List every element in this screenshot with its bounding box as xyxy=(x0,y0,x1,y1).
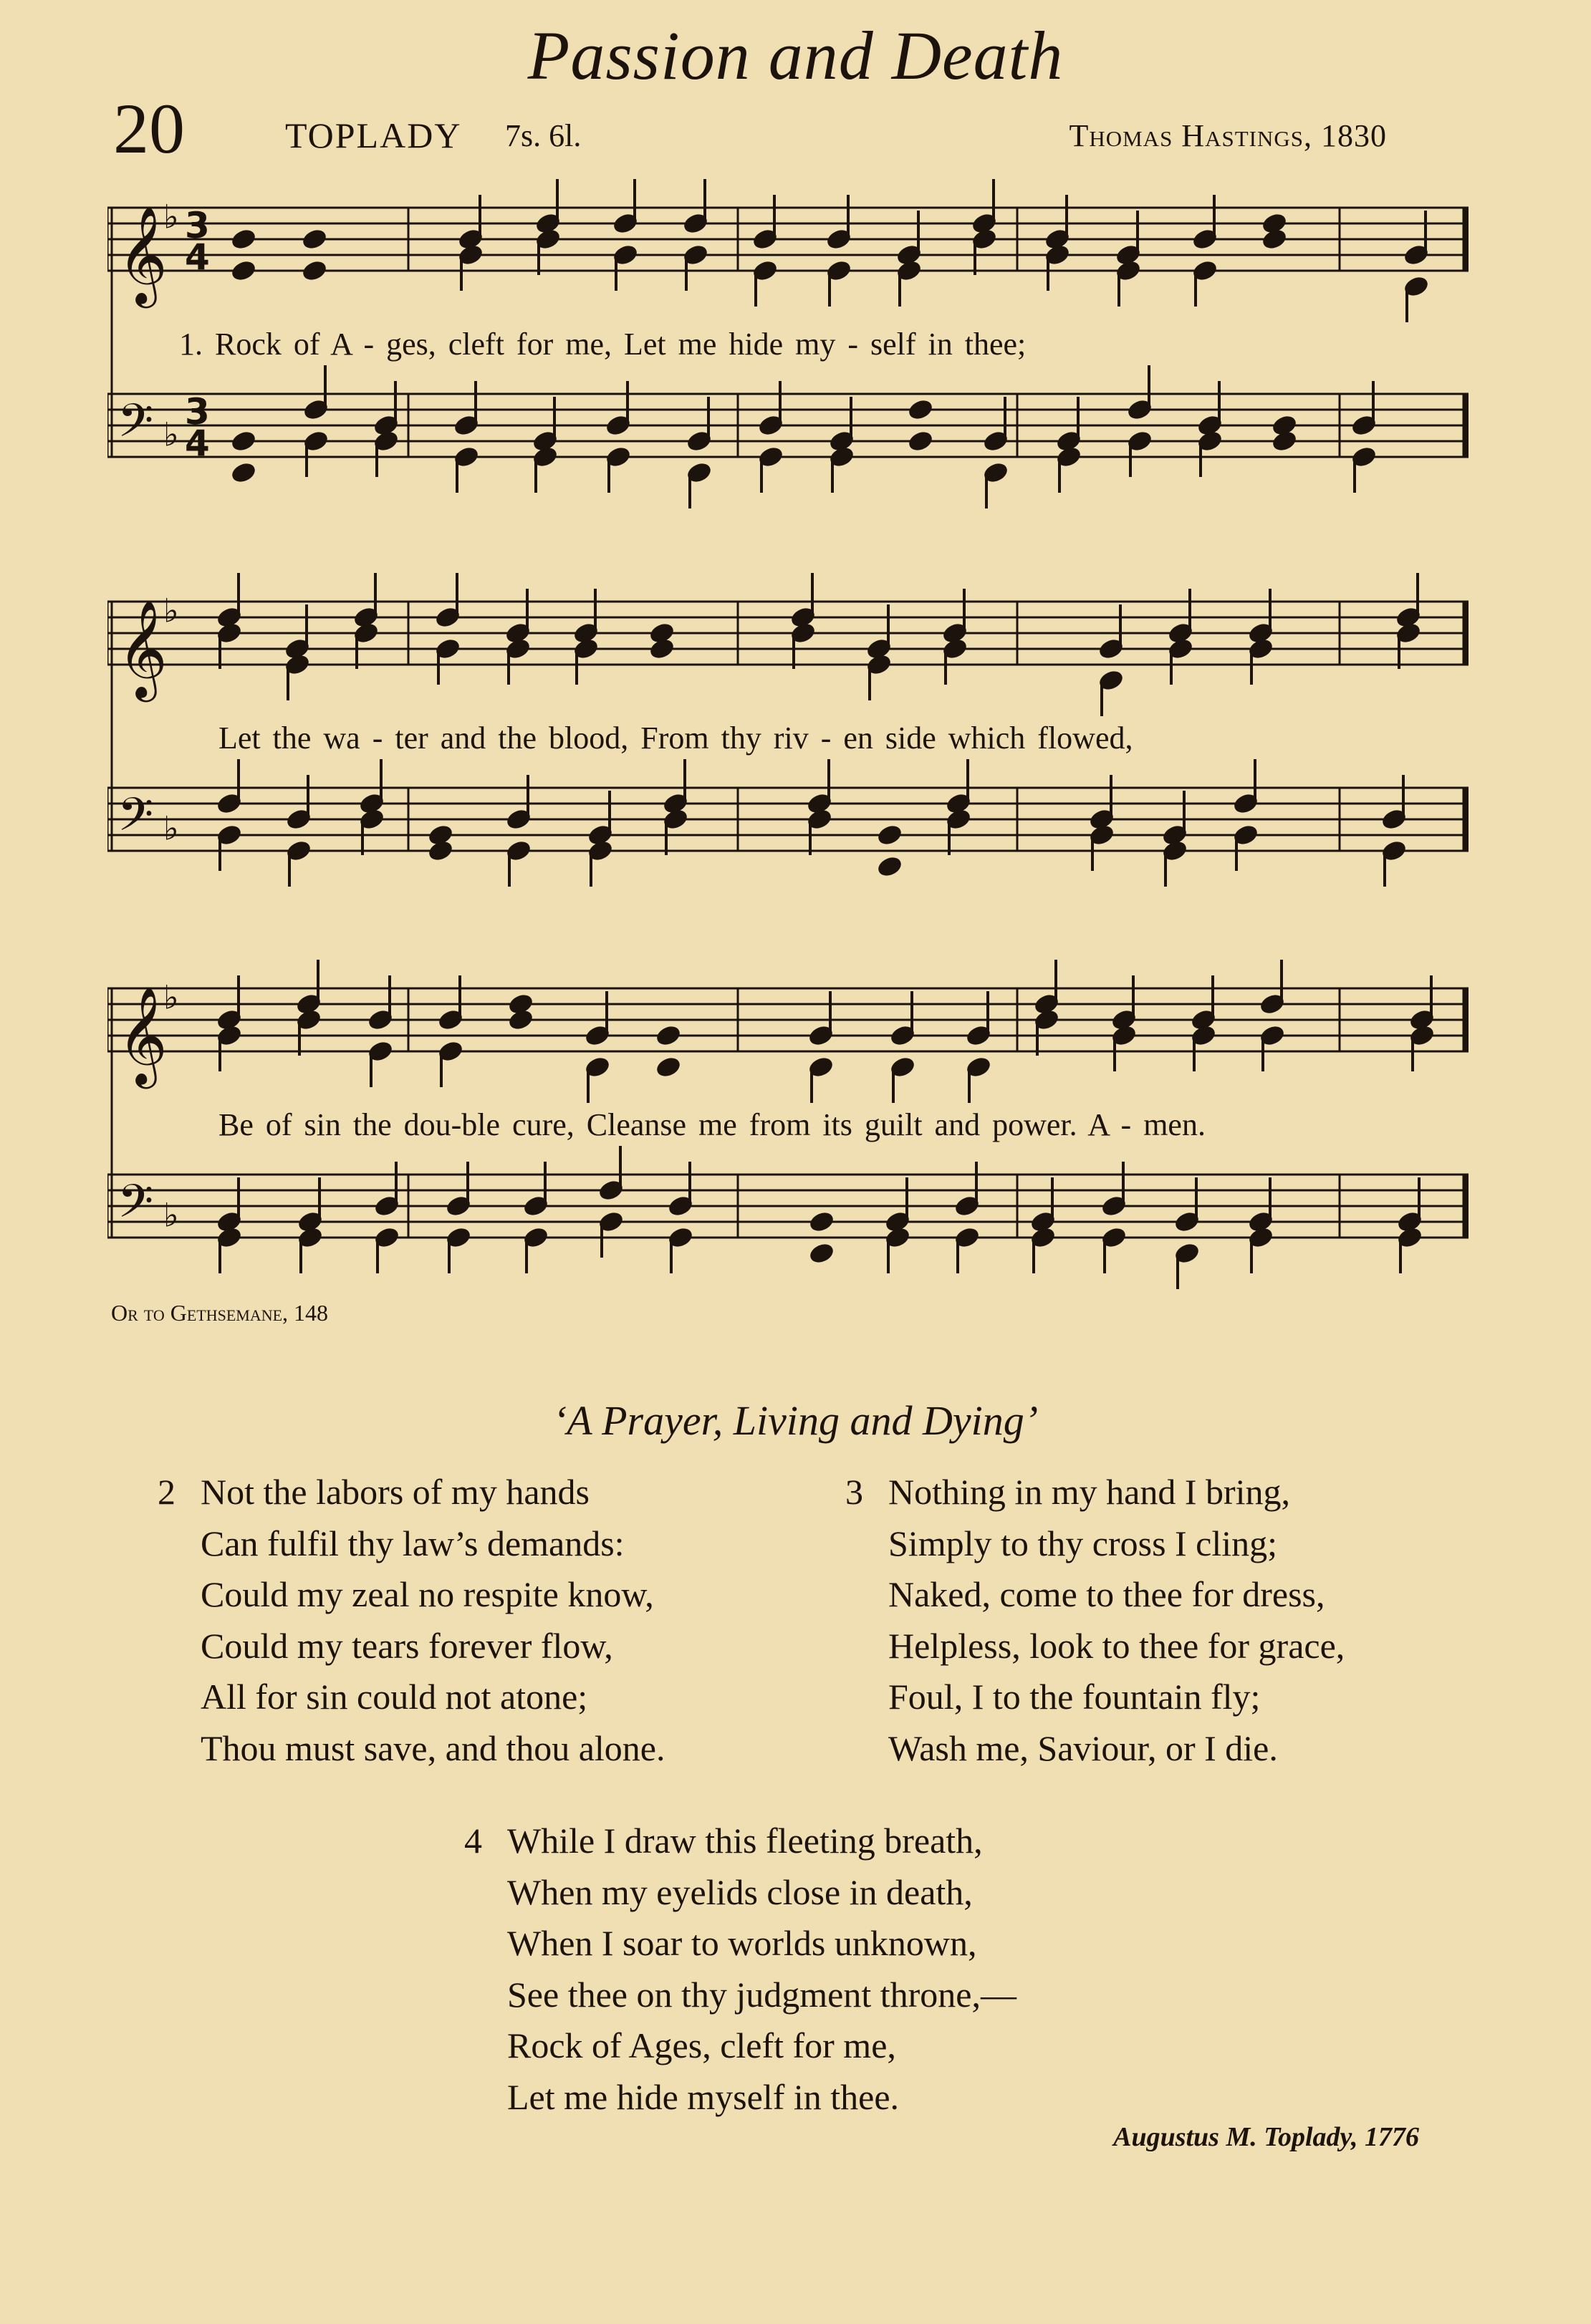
note-head xyxy=(231,228,256,251)
stanza-line: Wash me, Saviour, or I die. xyxy=(888,1727,1278,1768)
time-signature-bottom: 4 xyxy=(185,423,210,464)
stanza-line: Nothing in my hand I bring, xyxy=(888,1472,1291,1512)
treble-clef-icon: 𝄞 xyxy=(117,205,168,304)
stanza-line: See thee on thy judgment throne,— xyxy=(507,1974,1016,2015)
stanza-3 xyxy=(845,1467,1345,1774)
stanza-line: Helpless, look to thee for grace, xyxy=(888,1625,1345,1666)
time-signature-bottom: 4 xyxy=(185,236,210,278)
stanza-line: All for sin could not atone; xyxy=(201,1677,588,1717)
stanza-line: Could my tears forever flow, xyxy=(201,1625,613,1666)
stanza-2 xyxy=(158,1467,665,1774)
flat-icon: ♭ xyxy=(163,809,179,848)
time-signature-top: 3 xyxy=(185,391,210,433)
bass-clef-icon: 𝄢 xyxy=(117,395,154,459)
stanza-number: 4 xyxy=(464,1821,482,1861)
bass-clef-icon: 𝄢 xyxy=(117,1175,154,1240)
note-head xyxy=(508,1009,534,1031)
note-head xyxy=(1272,430,1297,453)
stanza-line: When I soar to worlds unknown, xyxy=(507,1923,977,1963)
stanza-number: 2 xyxy=(158,1472,176,1512)
stanza-number: 3 xyxy=(845,1472,863,1512)
alternate-tune-note: Or to Gethsemane, 148 xyxy=(111,1300,329,1326)
stanza-line: Naked, come to thee for dress, xyxy=(888,1574,1325,1614)
flat-icon: ♭ xyxy=(163,1195,179,1235)
stanza-line: When my eyelids close in death, xyxy=(507,1871,973,1912)
note-head xyxy=(655,1025,681,1047)
note-head xyxy=(302,260,327,282)
stanza-line: Not the labors of my hands xyxy=(201,1472,590,1512)
stanza-4 xyxy=(464,1816,1016,2123)
time-signature-top: 3 xyxy=(185,205,210,246)
stanza-line: Can fulfil thy law’s demands: xyxy=(201,1523,625,1563)
stanza-line: Thou must save, and thou alone. xyxy=(201,1727,665,1768)
tune-name: TOPLADY xyxy=(285,115,462,155)
hymn-author: Augustus M. Toplady, 1776 xyxy=(1113,2122,1419,2152)
meter: 7s. 6l. xyxy=(505,118,582,153)
page-title: Passion and Death xyxy=(527,17,1064,94)
lyric-line-1: 1. Rock of A - ges, cleft for me, Let me hide my - self in thee; xyxy=(179,327,1027,362)
stanza-line: Could my zeal no respite know, xyxy=(201,1574,654,1614)
poem-title: ‘A Prayer, Living and Dying’ xyxy=(552,1397,1039,1444)
lyric-line-2: Let the wa - ter and the blood, From thy riv - en side which flowed, xyxy=(218,720,1133,756)
treble-clef-icon: 𝄞 xyxy=(117,985,168,1084)
flat-icon: ♭ xyxy=(163,978,179,1017)
stanza-line: While I draw this fleeting breath, xyxy=(507,1821,983,1861)
flat-icon: ♭ xyxy=(163,591,179,630)
note-head xyxy=(231,430,256,453)
note-head xyxy=(877,824,903,847)
note-head xyxy=(302,228,327,251)
note-head xyxy=(908,399,933,421)
lyric-line-3: Be of sin the dou-ble cure, Cleanse me from its guilt and power. A - men. xyxy=(218,1107,1206,1142)
note-head xyxy=(908,430,933,453)
bass-clef-icon: 𝄢 xyxy=(117,789,154,853)
composer: Thomas Hastings, 1830 xyxy=(1069,118,1387,153)
hymn-number: 20 xyxy=(113,89,185,168)
flat-icon: ♭ xyxy=(163,415,179,454)
stanza-line: Let me hide myself in thee. xyxy=(507,2076,900,2117)
treble-clef-icon: 𝄞 xyxy=(117,599,168,698)
stanza-line: Rock of Ages, cleft for me, xyxy=(507,2025,896,2065)
note-head xyxy=(231,260,256,282)
note-head xyxy=(809,1243,835,1265)
note-head xyxy=(231,462,256,484)
note-head xyxy=(655,1056,681,1079)
note-head xyxy=(649,638,675,660)
note-head xyxy=(1261,228,1287,251)
stanza-line: Foul, I to the fountain fly; xyxy=(888,1677,1261,1717)
note-head xyxy=(877,856,903,878)
stanza-line: Simply to thy cross I cling; xyxy=(888,1523,1278,1563)
note-head xyxy=(809,1211,835,1233)
flat-icon: ♭ xyxy=(163,197,179,236)
note-head xyxy=(428,840,453,862)
